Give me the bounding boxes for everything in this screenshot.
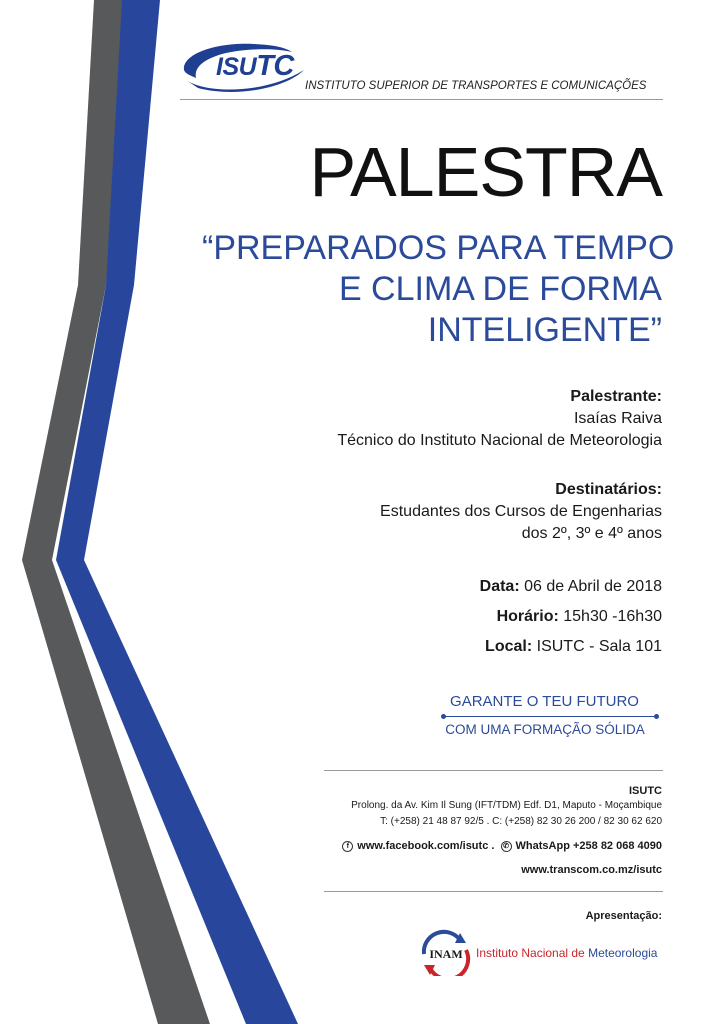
event-details: [480, 572, 662, 662]
speaker-label: Palestrante:: [570, 388, 662, 405]
slogan-sub: COM UMA FORMAÇÃO SÓLIDA: [445, 722, 645, 737]
event-date: Data: 06 de Abril de 2018: [479, 578, 662, 595]
speaker-block: [337, 386, 662, 452]
website-link[interactable]: www.transcom.co.mz/isutc: [521, 864, 662, 876]
audience-line-1: Estudantes dos Cursos de Engenharias: [380, 503, 662, 520]
whatsapp-number[interactable]: WhatsApp +258 82 068 4090: [515, 840, 662, 852]
facebook-link[interactable]: www.facebook.com/isutc .: [357, 840, 495, 852]
contact-name: ISUTC: [629, 785, 662, 797]
contact-address: Prolong. da Av. Kim Il Sung (IFT/TDM) Edf. D1, Maputo - Moçambique: [351, 800, 662, 811]
inam-name: Instituto Nacional de Meteorologia: [476, 946, 658, 960]
slogan-main: GARANTE O TEU FUTURO: [450, 693, 639, 710]
whatsapp-icon: ✆: [501, 841, 512, 852]
social-links: [342, 840, 662, 852]
event-place: Local: ISUTC - Sala 101: [485, 638, 662, 655]
speaker-role: Técnico do Instituto Nacional de Meteorologia: [337, 432, 662, 449]
slogan-dot-right: [654, 714, 659, 719]
page-title: PALESTRA: [309, 133, 662, 211]
institute-name: INSTITUTO SUPERIOR DE TRANSPORTES E COMUNICAÇÕES: [305, 80, 647, 92]
isutc-logo-text: ISUTC: [216, 50, 294, 82]
header-divider: [180, 99, 663, 100]
contact-phones: T: (+258) 21 48 87 92/5 . C: (+258) 82 30 26 200 / 82 30 62 620: [380, 816, 662, 827]
presentation-label: Apresentação:: [585, 910, 662, 922]
talk-title-line: E CLIMA DE FORMA: [338, 270, 662, 308]
talk-title-line: “PREPARADOS PARA TEMPO: [202, 229, 675, 267]
slogan-divider: [445, 716, 655, 717]
event-time: Horário: 15h30 -16h30: [496, 608, 662, 625]
audience-label: Destinatários:: [555, 481, 662, 498]
inam-logo-text: INAM: [429, 947, 463, 961]
inam-logo: [416, 928, 474, 976]
speaker-name: Isaías Raiva: [573, 410, 662, 427]
talk-title: [202, 228, 675, 351]
audience-line-2: dos 2º, 3º e 4º anos: [521, 525, 662, 542]
contact-divider-bottom: [324, 891, 663, 892]
audience-block: [380, 479, 662, 545]
talk-title-line: INTELIGENTE”: [427, 311, 662, 349]
contact-divider-top: [324, 770, 663, 771]
slogan-dot-left: [441, 714, 446, 719]
facebook-icon: f: [342, 841, 353, 852]
